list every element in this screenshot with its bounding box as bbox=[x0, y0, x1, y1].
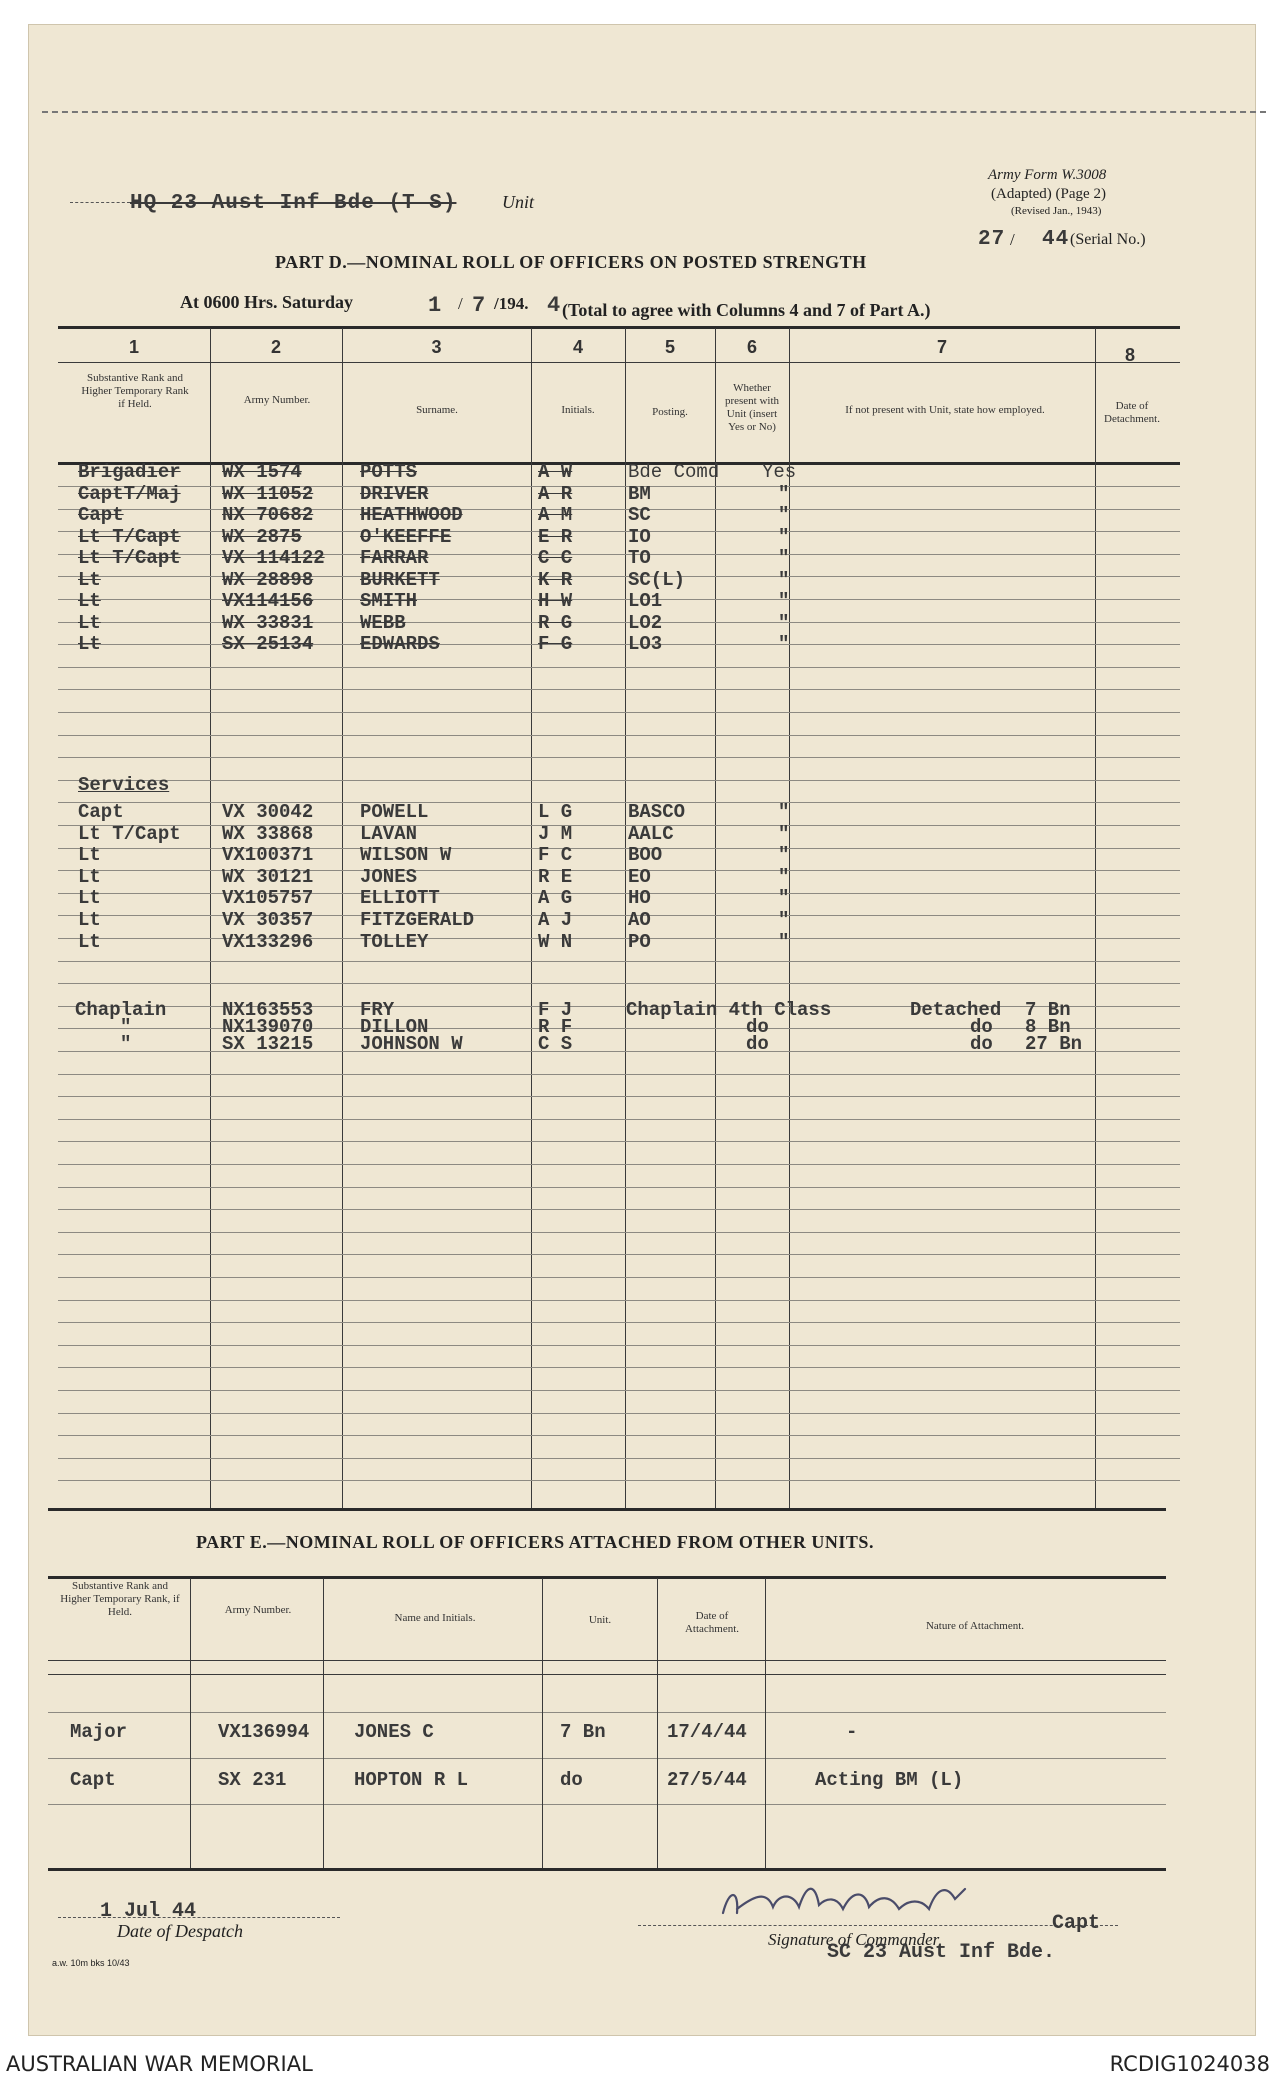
row-army-number: NX163553 bbox=[222, 999, 314, 1021]
row-detachment: 8 Bn bbox=[1025, 1016, 1071, 1038]
row-rank: Lt bbox=[78, 909, 101, 931]
col-num-5: 5 bbox=[664, 337, 675, 357]
row-army-number: WX 28898 bbox=[222, 568, 314, 591]
row-posting: EO bbox=[628, 865, 651, 888]
unit-dots bbox=[70, 202, 130, 203]
col-num-7: 7 bbox=[936, 337, 947, 357]
ruled-line bbox=[58, 667, 1180, 668]
row-initials: F J bbox=[538, 999, 573, 1021]
e-col-divider-2 bbox=[323, 1578, 324, 1868]
row-army-number: VX 30042 bbox=[222, 801, 314, 823]
row-posting: AALC bbox=[628, 822, 674, 845]
date-month: 7 bbox=[472, 293, 487, 318]
row-army-number: NX139070 bbox=[222, 1016, 314, 1038]
row-detachment: 7 Bn bbox=[1025, 999, 1071, 1021]
row-posting: HO bbox=[628, 887, 651, 910]
row-posting: Chaplain 4th Class bbox=[626, 999, 832, 1021]
serial-number: 27 bbox=[978, 228, 1006, 251]
ruled-line bbox=[58, 1480, 1180, 1481]
col-header-posting: Posting. bbox=[652, 406, 688, 418]
col-num-2: 2 bbox=[270, 337, 281, 357]
row-surname: DRIVER bbox=[360, 482, 429, 505]
row-surname: DILLON bbox=[360, 1016, 429, 1038]
row-initials: C C bbox=[538, 547, 573, 569]
col-divider-7 bbox=[1095, 328, 1096, 1508]
row-army-number: VX114156 bbox=[222, 590, 314, 612]
row-present: " bbox=[778, 504, 790, 526]
e-header-unit: Unit. bbox=[588, 1614, 612, 1626]
part-e-header-border-2 bbox=[48, 1674, 1166, 1675]
ruled-line bbox=[58, 1345, 1180, 1346]
col-header-surname: Surname. bbox=[416, 404, 458, 416]
col-num-8: 8 bbox=[1124, 345, 1135, 365]
row-employed: do bbox=[970, 1033, 993, 1055]
serial-slash: / bbox=[1010, 230, 1015, 249]
row-posting: do bbox=[746, 1033, 769, 1055]
col-divider-4 bbox=[625, 328, 626, 1508]
row-surname: LAVAN bbox=[360, 822, 418, 845]
part-e-top-border bbox=[48, 1576, 1166, 1579]
ruled-line bbox=[58, 735, 1180, 736]
header-divider bbox=[58, 362, 1180, 363]
part-e-rule bbox=[48, 1804, 1166, 1805]
col-header-present: Whether present with Unit (insert Yes or No) bbox=[724, 382, 780, 433]
row-present: " bbox=[778, 887, 790, 910]
e-header-nature: Nature of Attachment. bbox=[925, 1620, 1025, 1632]
row-surname: POTTS bbox=[360, 461, 418, 483]
e-col-divider-5 bbox=[765, 1578, 766, 1868]
part-e-rule bbox=[48, 1712, 1166, 1713]
part-e-header-border bbox=[48, 1660, 1166, 1661]
archive-id: RCDIG1024038 bbox=[1109, 2052, 1270, 2076]
row-rank: Chaplain bbox=[75, 999, 167, 1021]
sign-rank: Capt bbox=[1052, 1912, 1101, 1935]
row-surname: WEBB bbox=[360, 611, 406, 634]
col-num-4: 4 bbox=[572, 337, 583, 357]
row-army-number: WX 1574 bbox=[222, 461, 302, 483]
row-posting: Bde Comd bbox=[628, 461, 720, 483]
row-surname: POWELL bbox=[360, 801, 429, 823]
archive-name: AUSTRALIAN WAR MEMORIAL bbox=[6, 2052, 313, 2076]
row-rank: Lt bbox=[78, 590, 101, 612]
total-note: (Total to agree with Columns 4 and 7 of Part A.) bbox=[562, 300, 931, 320]
row-employed: do bbox=[970, 1016, 993, 1038]
col-num-1: 1 bbox=[128, 337, 139, 357]
e-row-name: HOPTON R L bbox=[354, 1769, 469, 1791]
row-surname: JONES bbox=[360, 865, 418, 888]
ruled-line bbox=[58, 1300, 1180, 1301]
row-rank: Lt bbox=[78, 887, 101, 910]
row-posting: do bbox=[746, 1016, 769, 1038]
row-posting: BM bbox=[628, 482, 651, 505]
e-header-number: Army Number. bbox=[224, 1604, 292, 1616]
row-present: Yes bbox=[762, 461, 797, 483]
e-col-divider-4 bbox=[657, 1578, 658, 1868]
ruled-line bbox=[58, 1187, 1180, 1188]
ruled-line bbox=[58, 712, 1180, 713]
ruled-line bbox=[58, 1096, 1180, 1097]
despatch-label: Date of Despatch bbox=[117, 1921, 243, 1941]
revised-label: (Revised Jan., 1943) bbox=[1011, 205, 1102, 217]
row-initials: A J bbox=[538, 909, 573, 931]
ruled-line bbox=[58, 1164, 1180, 1165]
row-army-number: VX133296 bbox=[222, 930, 314, 953]
row-rank: Capt bbox=[78, 801, 124, 823]
ruled-line bbox=[58, 1209, 1180, 1210]
row-rank: CaptT/Maj bbox=[78, 482, 181, 505]
row-initials: R E bbox=[538, 865, 573, 888]
row-rank: Lt bbox=[78, 611, 101, 634]
serial-year: 44 bbox=[1042, 228, 1070, 251]
row-initials: F G bbox=[538, 633, 573, 655]
signature-dots bbox=[638, 1925, 1118, 1926]
row-posting: SC(L) bbox=[628, 568, 686, 591]
row-surname: O'KEEFFE bbox=[360, 525, 452, 548]
row-surname: FRY bbox=[360, 999, 395, 1021]
e-row-rank: Capt bbox=[70, 1769, 116, 1791]
row-army-number: WX 30121 bbox=[222, 865, 314, 888]
row-present: " bbox=[778, 568, 790, 591]
row-surname: ELLIOTT bbox=[360, 887, 440, 910]
army-form-label: Army Form W.3008 bbox=[988, 167, 1107, 183]
ruled-line bbox=[58, 1232, 1180, 1233]
row-present: " bbox=[778, 611, 790, 634]
e-row-date: 27/5/44 bbox=[667, 1769, 747, 1791]
row-army-number: WX 33831 bbox=[222, 611, 314, 634]
row-initials: L G bbox=[538, 801, 573, 823]
unit-typed: HQ 23 Aust Inf Bde (T S) bbox=[130, 192, 457, 215]
row-posting: IO bbox=[628, 525, 651, 548]
ruled-line bbox=[58, 1322, 1180, 1323]
e-header-date: Date of Attachment. bbox=[684, 1610, 740, 1635]
row-posting: LO3 bbox=[628, 633, 663, 655]
ruled-line bbox=[58, 961, 1180, 962]
date-year-suffix: 4 bbox=[547, 293, 562, 318]
row-rank: Lt bbox=[78, 930, 101, 953]
row-rank: Lt T/Capt bbox=[78, 547, 181, 569]
row-initials: A R bbox=[538, 482, 573, 505]
date-day: 1 bbox=[428, 293, 443, 318]
col-divider-3 bbox=[531, 328, 532, 1508]
despatch-date: 1 Jul 44 bbox=[100, 1900, 197, 1923]
ruled-line bbox=[58, 780, 1180, 781]
row-initials: R G bbox=[538, 611, 573, 634]
row-present: " bbox=[778, 590, 790, 612]
row-present: " bbox=[778, 525, 790, 548]
row-rank: Lt T/Capt bbox=[78, 822, 181, 845]
ruled-line bbox=[58, 983, 1180, 984]
row-rank: Lt bbox=[78, 633, 101, 655]
part-d-bottom-border bbox=[48, 1508, 1166, 1511]
row-initials: H W bbox=[538, 590, 573, 612]
e-col-divider-1 bbox=[190, 1578, 191, 1868]
row-army-number: VX 30357 bbox=[222, 909, 314, 931]
row-posting: PO bbox=[628, 930, 651, 953]
date-year-prefix: /194. bbox=[494, 294, 529, 313]
ruled-line bbox=[58, 1390, 1180, 1391]
ruled-line bbox=[58, 1074, 1180, 1075]
row-surname: FARRAR bbox=[360, 547, 429, 569]
row-initials: E R bbox=[538, 525, 573, 548]
e-row-unit: do bbox=[560, 1769, 583, 1791]
row-army-number: SX 13215 bbox=[222, 1033, 314, 1055]
e-row-name: JONES C bbox=[354, 1721, 434, 1743]
row-rank: Lt bbox=[78, 844, 101, 867]
e-row-nature: - bbox=[846, 1721, 858, 1743]
col-header-detach: Date of Detachment. bbox=[1104, 400, 1160, 425]
col-divider-5 bbox=[715, 328, 716, 1508]
row-initials: A W bbox=[538, 461, 573, 483]
row-rank: Lt bbox=[78, 568, 101, 591]
row-posting: SC bbox=[628, 504, 651, 526]
adapted-label: (Adapted) (Page 2) bbox=[991, 186, 1106, 202]
row-army-number: WX 33868 bbox=[222, 822, 314, 845]
row-initials: C S bbox=[538, 1033, 573, 1055]
row-present: " bbox=[778, 633, 790, 655]
col-divider-1 bbox=[210, 328, 211, 1508]
archive-footer bbox=[0, 2048, 1278, 2081]
e-header-name: Name and Initials. bbox=[394, 1612, 476, 1624]
row-army-number: VX100371 bbox=[222, 844, 314, 867]
e-row-number: SX 231 bbox=[218, 1769, 287, 1791]
ruled-line bbox=[58, 1435, 1180, 1436]
row-surname: HEATHWOOD bbox=[360, 504, 463, 526]
row-initials: W N bbox=[538, 930, 573, 953]
row-posting: AO bbox=[628, 909, 651, 931]
row-posting: BASCO bbox=[628, 801, 686, 823]
part-d-title: PART D.—NOMINAL ROLL OF OFFICERS ON POSTED STRENGTH bbox=[275, 252, 867, 272]
e-col-divider-3 bbox=[542, 1578, 543, 1868]
part-e-bottom-border bbox=[48, 1868, 1166, 1871]
row-army-number: NX 70682 bbox=[222, 504, 314, 526]
row-present: " bbox=[778, 482, 790, 505]
ruled-line bbox=[58, 1458, 1180, 1459]
row-surname: TOLLEY bbox=[360, 930, 429, 953]
ruled-line bbox=[58, 757, 1180, 758]
row-rank: Brigadier bbox=[78, 461, 181, 483]
col-header-number: Army Number. bbox=[243, 394, 311, 406]
row-present: " bbox=[778, 865, 790, 888]
col-num-3: 3 bbox=[431, 337, 442, 357]
row-surname: EDWARDS bbox=[360, 633, 440, 655]
printer-note: a.w. 10m bks 10/43 bbox=[52, 1958, 130, 1968]
row-rank: " bbox=[120, 1016, 132, 1038]
row-initials: A G bbox=[538, 887, 573, 910]
commander-signature bbox=[715, 1875, 1005, 1930]
ruled-line bbox=[58, 1119, 1180, 1120]
row-present: " bbox=[778, 844, 790, 867]
row-initials: F C bbox=[538, 844, 573, 867]
e-row-number: VX136994 bbox=[218, 1721, 310, 1743]
row-present: " bbox=[778, 547, 790, 569]
row-initials: R F bbox=[538, 1016, 573, 1038]
row-army-number: WX 2875 bbox=[222, 525, 302, 548]
row-army-number: WX 11052 bbox=[222, 482, 314, 505]
col-header-rank: Substantive Rank and Higher Temporary Rank if Held. bbox=[81, 372, 189, 410]
row-surname: SMITH bbox=[360, 590, 418, 612]
part-d-top-border bbox=[58, 326, 1180, 329]
unit-label: Unit bbox=[502, 192, 535, 212]
row-surname: BURKETT bbox=[360, 568, 440, 591]
ruled-line bbox=[58, 1254, 1180, 1255]
at-hours-label: At 0600 Hrs. Saturday bbox=[180, 292, 354, 312]
ruled-line bbox=[58, 1413, 1180, 1414]
perforation-line bbox=[42, 111, 1266, 113]
row-initials: J M bbox=[538, 822, 573, 845]
row-surname: WILSON W bbox=[360, 844, 452, 867]
ruled-line bbox=[58, 1277, 1180, 1278]
ruled-line bbox=[58, 1367, 1180, 1368]
serial-label: (Serial No.) bbox=[1070, 231, 1146, 248]
row-present: " bbox=[778, 930, 790, 953]
e-row-date: 17/4/44 bbox=[667, 1721, 747, 1743]
row-surname: FITZGERALD bbox=[360, 909, 475, 931]
date-sep: / bbox=[458, 294, 463, 313]
row-army-number: SX 25134 bbox=[222, 633, 314, 655]
row-army-number: VX 114122 bbox=[222, 547, 325, 569]
sign-unit: SC 23 Aust Inf Bde. bbox=[827, 1941, 1056, 1964]
row-rank: Capt bbox=[78, 504, 124, 526]
row-present: " bbox=[778, 822, 790, 845]
row-present: " bbox=[778, 801, 790, 823]
part-e-title: PART E.—NOMINAL ROLL OF OFFICERS ATTACHED FROM OTHER UNITS. bbox=[196, 1532, 874, 1552]
row-rank: Lt bbox=[78, 865, 101, 888]
row-initials: A M bbox=[538, 504, 573, 526]
row-rank: " bbox=[120, 1033, 132, 1055]
col-num-6: 6 bbox=[746, 337, 757, 357]
ruled-line bbox=[58, 689, 1180, 690]
row-posting: LO1 bbox=[628, 590, 663, 612]
row-posting: BOO bbox=[628, 844, 663, 867]
row-posting: TO bbox=[628, 547, 651, 569]
despatch-dots bbox=[58, 1917, 340, 1918]
col-divider-2 bbox=[342, 328, 343, 1508]
e-row-nature: Acting BM (L) bbox=[815, 1769, 964, 1791]
col-header-employed: If not present with Unit, state how employed. bbox=[845, 404, 1045, 416]
e-header-rank: Substantive Rank and Higher Temporary Rank, if Held. bbox=[60, 1580, 180, 1618]
row-employed: Detached bbox=[910, 999, 1002, 1021]
row-present: " bbox=[778, 909, 790, 931]
row-rank: Lt T/Capt bbox=[78, 525, 181, 548]
part-e-rule bbox=[48, 1758, 1166, 1759]
row-initials: K R bbox=[538, 568, 573, 591]
row-detachment: 27 Bn bbox=[1025, 1033, 1083, 1055]
ruled-line bbox=[58, 1141, 1180, 1142]
row-surname: JOHNSON W bbox=[360, 1033, 463, 1055]
col-header-initials: Initials. bbox=[561, 404, 595, 416]
row-army-number: VX105757 bbox=[222, 887, 314, 910]
signature-label: Signature of Commander bbox=[768, 1930, 940, 1949]
row-posting: LO2 bbox=[628, 611, 663, 634]
services-heading: Services bbox=[78, 774, 170, 796]
e-row-unit: 7 Bn bbox=[560, 1721, 606, 1743]
e-row-rank: Major bbox=[70, 1721, 128, 1743]
